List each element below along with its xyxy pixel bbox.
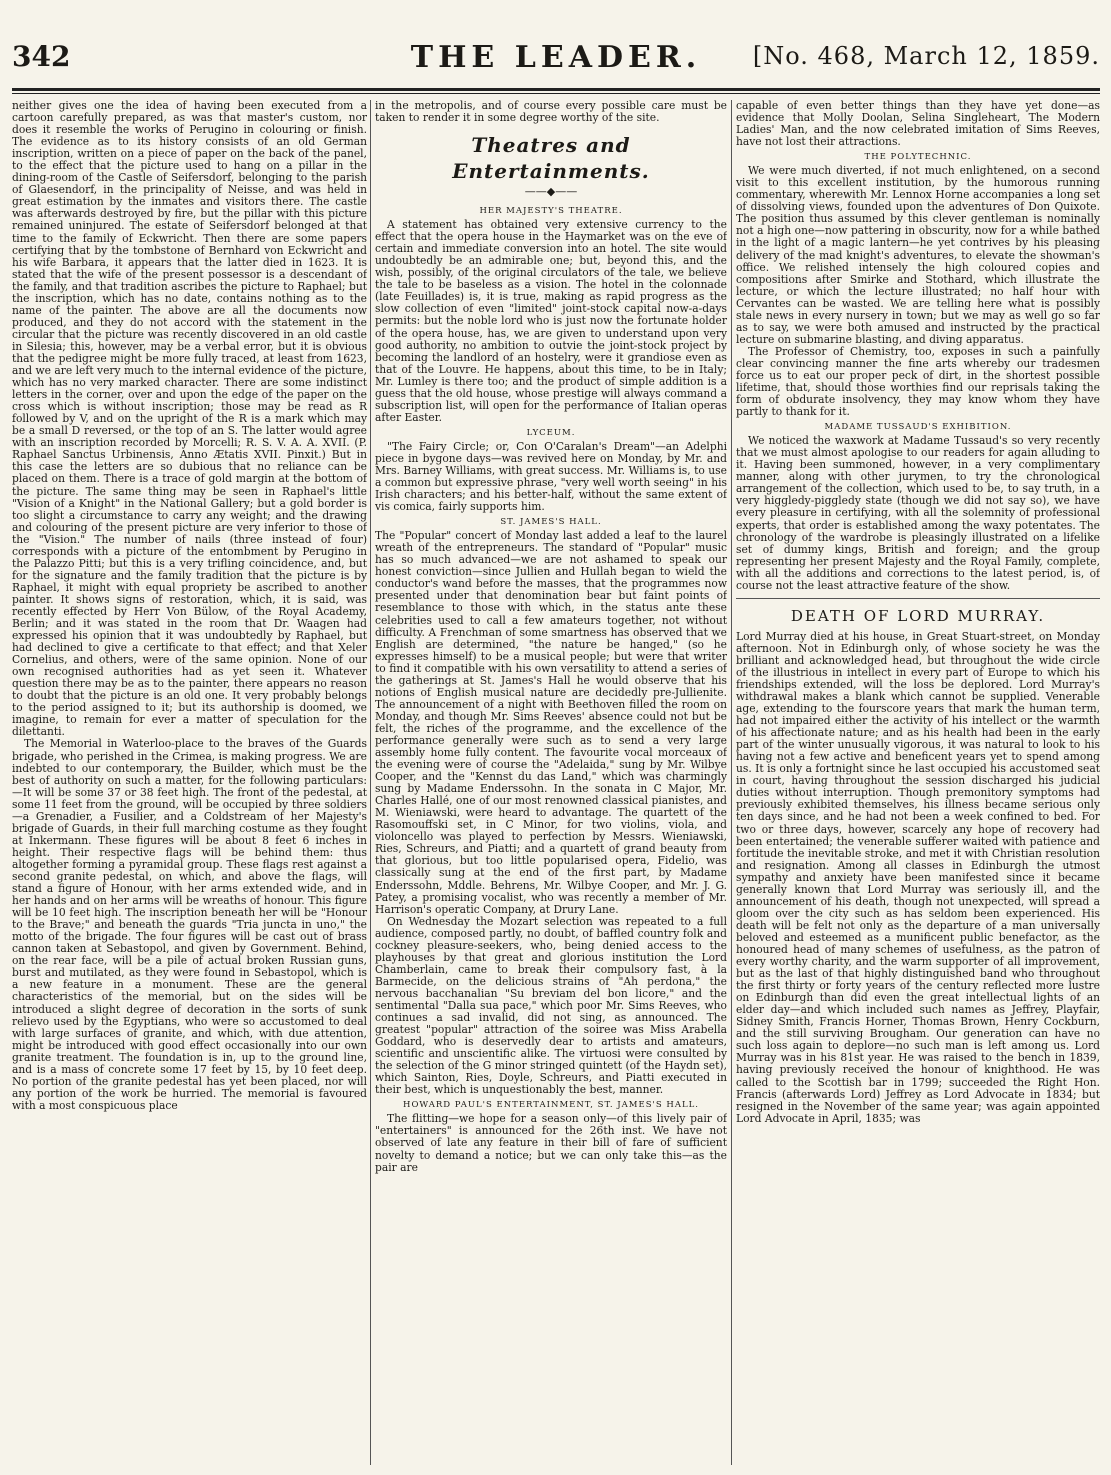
article-paragraph: We were much diverted, if not much enlightened, on a second visit to this excellent institution, by the humorous running commentary, wherewith Mr. Lennox Horne accompanies a long set of dissolving views, founded upon the adventures of Don Quixote. The position thus assumed by this clever gentleman is nominally not a high one—now pattering in obscurity, now for a while bathed in the light of a magic lantern—he yet contrives by his pleasing delivery of the mad knight's adventures, to elevate the showman's office. We relished intensely the high coloured copies and compositions after Smirke and Stothard, which illustrate the lecture, or which the lecture illustrated; no half hour with Cervantes can be wasted. We are telling here what is possibly stale news in every nursery in town; but we may as well go so far as to say, we were both amused and instructed by the practical lecture on submarine blasting, and diving apparatus.: [736, 164, 1100, 346]
article-paragraph: capable of even better things than they have yet done—as evidence that Molly Doolan, Selina Singleheart, The Modern Ladies' Man, and the now celebrated imitation of Sims Reeves, have not lost their attractions.: [736, 100, 1100, 149]
article-paragraph: On Wednesday the Mozart selection was repeated to a full audience, composed partly, no doubt, of baffled country folk and cockney pleasure-seekers, who, being denied access to the playhouses by that great and glorious institution the Lord Chamberlain, came to break their compulsory fast, à la Barmecide, on the delicious strains of "Ah perdona," the nervous bacchanalian "Su breviam del bon licore," and the sentimental "Dalla sua pace," which poor Mr. Sims Reeves, who continues a sad invalid, did not sing, as announced. The greatest "popular" attraction of the soiree was Miss Arabella Goddard, who is deservedly dear to artists and amateurs, scientific and unscientific alike. The virtuosi were consulted by the selection of the G minor stringed quintett (of the Haydn set), which Sainton, Ries, Doyle, Schreurs, and Piatti executed in their best, which is unquestionably the best, manner.: [375, 914, 727, 1097]
page-header: [12, 40, 1100, 86]
article-paragraph: The "Popular" concert of Monday last added a leaf to the laurel wreath of the entrepreneurs. The standard of "Popular" music has so much advanced—we are not ashamed to speak our honest conviction—since Jullien and Hullah began to wield the conductor's wand before the masses, that the programmes now presented under that denomination bear but faint points of resemblance to those with which, in the status ante these celebrities used to call a few amateurs together, not without difficulty. A Frenchman of some smartness has observed that we English are determined, "the nature be hanged," (so he expresses himself) to be a musical people; but were that writer to find it compatible with his own versatility to attend a series of the gatherings at St. James's Hall he would observe that his notions of English musical nature are decidedly pre-Jullienite. The announcement of a night with Beethoven filled the room on Monday, and though Mr. Sims Reeves' absence could not but be felt, the riches of the programme, and the excellence of the performance generally were such as to send a very large assembly home fully content. The favourite vocal morceaux of the evening were of course the "Adelaida," sung by Mr. Wilbye Cooper, and the "Kennst du das Land," which was charmingly sung by Madame Enderssohn. In the sonata in C Major, Mr. Charles Hallé, one of our most renowned classical pianistes, and M. Wieniawski, were heard to advantage. The quartett of the Rasomouffski set, in C Minor, for two violins, viola, and violoncello was played to perfection by Messrs. Wieniawski, Ries, Schreurs, and Piatti; and a quartett of grand beauty from that glorious, but too little popularised opera, Fidelio, was classically sung at the end of the first part, by Madame Enderssohn, Mddle. Behrens, Mr. Wilbye Cooper, and Mr. J. G. Patey, a promising vocalist, who was recently a member of Mr. Harrison's operatic Company, at Drury Lane.: [375, 529, 727, 916]
article-paragraph: neither gives one the idea of having been executed from a cartoon carefully prepared, as was that master's custom, nor does it resemble the works of Perugino in colouring or finish. The evidence as to its history consists of an old German inscription, written on a piece of paper on the back of the panel, to the effect that the picture used to hang on a pillar in the dining-room of the Castle of Seifersdorf, belonging to the parish of Glaesendorf, in the principality of Neisse, and was held in great estimation by the inmates and visitors there. The castle was afterwards destroyed by fire, but the pillar with this picture remained uninjured. The estate of Seifersdorf belonged at that time to the family of Eckwricht. Then there are some papers certifying that by the tombstone of Bernhard von Eckwricht and his wife Barbara, it appears that the latter died in 1623. It is stated that the wife of the present possessor is a descendant of the family, and that tradition ascribes the picture to Raphael; but the inscription, which has no date, contains nothing as to the name of the painter. The above are all the documents now produced, and they do not accord with the statement in the circular that the picture was recently discovered in an old castle in Silesia; this, however, may be a verbal error, but it is obvious that the pedigree might be more fully traced, at least from 1623, and we are left very much to the internal evidence of the picture, which has no very marked character. There are some indistinct letters in the corner, over and upon the edge of the paper on the cross which is without inscription; those may be read as R followed by V, and on the upright of the R is a mark which may be a small D reversed, or the top of an S. The latter would agree with an inscription recorded by Morcelli; R. S. V. A. A. XVII. (P. Raphael Sanctus Urbinensis, Anno Ætatis XVII. Pinxit.) But in this case the letters are so dubious that no reliance can be placed on them. There is a trace of gold margin at the bottom of the picture. The same thing may be seen in Raphael's little "Vision of a Knight" in the National Gallery; but a gold border is too slight a circumstance to carry any weight; and the drawing and colouring of the present picture are very inferior to those of the "Vision." The number of nails (three instead of four) corresponds with a picture of the entombment by Perugino in the Palazzo Pitti; but this is a very trifling coincidence, and, but for the signature and the family tradition that the picture is by Raphael, it might with equal propriety be ascribed to another painter. It shows signs of restoration, which, it is said, was recently effected by Herr Von Bülow, of the Royal Academy, Berlin; and it was stated in the room that Dr. Waagen had expressed his opinion that it was undoubtedly by Raphael, but had declined to give a certificate to that effect; and that Xeler Cornelius, and others, were of the same opinion. None of our own recognised authorities had as yet seen it. Whatever question there may be as to the painter, there appears no reason to doubt that the picture is an old one. It very probably belongs to the period assigned to it; but its authorship is doomed, we imagine, to remain for ever a matter of speculation for the dilettanti.: [12, 100, 367, 739]
header-rule-thin: [12, 93, 1100, 94]
column-1: [12, 100, 367, 1465]
article-paragraph: The Memorial in Waterloo-place to the braves of the Guards brigade, who perished in the Crimea, is making progress. We are indebted to our contemporary, the Builder, which must be the best of authority on such a matter, for the following particulars:—It will be some 37 or 38 feet high. The front of the pedestal, at some 11 feet from the ground, will be occupied by three soldiers—a Grenadier, a Fusilier, and a Coldstream of her Majesty's brigade of Guards, in their full marching costume as they fought at Inkermann. These figures will be about 8 feet 6 inches in height. Their respective flags will be behind them: thus altogether forming a pyramidal group. These flags rest against a second granite pedestal, on which, and above the flags, will stand a figure of Honour, with her arms extended wide, and in her hands and on her arms will be wreaths of honour. This figure will be 10 feet high. The inscription beneath her will be "Honour to the Brave;" and beneath the guards "Tria juncta in uno," the motto of the brigade. The four figures will be cast out of brass cannon taken at Sebastopol, and given by Government. Behind, on the rear face, will be a pile of actual broken Russian guns, burst and mutilated, as they were found in Sebastopol, which is a new feature in a monument. These are the general characteristics of the memorial, but on the sides will be introduced a slight degree of decoration in the sorts of sunk relievo used by the Egyptians, who were so accustomed to deal with large surfaces of granite, and which, with due attention, might be introduced with good effect occasionally into our own granite treatment. The foundation is in, up to the ground line, and is a mass of concrete some 17 feet by 15, by 10 feet deep. No portion of the granite pedestal has yet been placed, nor will any portion of the work be hurried. The memorial is favoured with a most conspicuous place: [12, 737, 367, 1112]
header-rule-thick: [12, 88, 1100, 91]
subheading: THE POLYTECHNIC.: [864, 152, 972, 163]
article-paragraph: in the metropolis, and of course every possible care must be taken to render it in some degree worthy of the site.: [375, 100, 727, 125]
page-number: 342: [12, 40, 71, 73]
article-paragraph: We noticed the waxwork at Madame Tussaud's so very recently that we must almost apologise to our readers for again alluding to it. Having been summoned, however, in a very complimentary manner, along with other jurymen, to try the chronological arrangement of the collection, which used to be, to say truth, in a very higgledy-piggledy state (though we did not say so), we have every pleasure in certifying, with all the solemnity of professional experts, that order is established among the waxy potentates. The chronology of the wardrobe is pleasingly illustrated on a lifelike set of dummy kings, British and foreign; and the group representing her present Majesty and the Royal Family, complete, with all the additions and corrections to the latest period, is, of course not the least attractive feature of the show.: [736, 434, 1100, 592]
section-ornament: ——◆——: [524, 185, 578, 199]
section-title: Theatres and Entertainments.: [452, 133, 650, 184]
article-paragraph: A statement has obtained very extensive currency to the effect that the opera house in the Haymarket was on the eve of certain and immediate conversion into an hotel. The site would undoubtedly be an admirable one; but, beyond this, and the wish, possibly, of the original circulators of the tale, we believe the tale to be baseless as a vision. The hotel in the colonnade (late Feuillades) is, it is true, making as rapid progress as the slow collection of even "limited" joint-stock capital now-a-days permits: but the noble lord who is just now the fortunate holder of the opera house, has, we are given to understand upon very good authority, no ambition to outvie the joint-stock project by becoming the landlord of an hostelry, were it grandiose even as that of the Louvre. He happens, about this time, to be in Italy; Mr. Lumley is there too; and the product of simple addition is a guess that the old house, whose prestige will always command a subscription list, will open for the performance of Italian operas after Easter.: [375, 218, 727, 424]
article-paragraph: The Professor of Chemistry, too, exposes in such a painfully clear convincing manner the fine arts whereby our tradesmen force us to eat our proper peck of dirt, in the shortest possible lifetime, that, should those worthies find our reprisals taking the form of obdurate insolvency, they may know whom they have partly to thank for it.: [736, 344, 1100, 419]
subheading: HOWARD PAUL'S ENTERTAINMENT, ST. JAMES'S HALL.: [403, 1100, 699, 1111]
column-divider: [370, 100, 371, 1465]
issue-line: [No. 468, March 12, 1859.: [752, 42, 1100, 70]
article-title: DEATH OF LORD MURRAY.: [736, 598, 1100, 627]
column-divider: [731, 100, 732, 1465]
subheading: HER MAJESTY'S THEATRE.: [479, 206, 623, 217]
subheading: LYCEUM.: [526, 427, 576, 438]
article-paragraph: "The Fairy Circle; or, Con O'Caralan's Dream"—an Adelphi piece in bygone days—was revived here on Monday, by Mr. and Mrs. Barney Williams, with great success. Mr. Williams is, to use a common but expressive phrase, "very well worth seeing" in his Irish characters; and his better-half, without the same extent of vis comica, fairly supports him.: [375, 439, 727, 514]
subheading: ST. JAMES'S HALL.: [500, 517, 602, 528]
column-3: [736, 100, 1100, 1465]
column-2: [375, 100, 727, 1465]
article-paragraph: Lord Murray died at his house, in Great Stuart-street, on Monday afternoon. Not in Edinburgh only, of whose society he was the brilliant and acknowledged head, but throughout the wide circle of the illustrious in intellect in every part of Europe to which his friendships extended, will the loss be deplored. Lord Murray's withdrawal makes a blank which cannot be supplied. Venerable age, extending to the fourscore years that mark the human term, had not impaired either the activity of his intellect or the warmth of his affectionate nature; and as his health had been in the early part of the winter unusually vigorous, it was natural to look to his having not a few active and beneficent years yet to spend among us. It is only a fortnight since he last occupied his accustomed seat in court, having throughout the session discharged his judicial duties without interruption. Though premonitory symptoms had previously exhibited themselves, his illness became serious only ten days since, and he had not been a week confined to bed. For two or three days, however, scarcely any hope of recovery had been entertained; the venerable sufferer waited with patience and fortitude the inevitable stroke, and met it with Christian resolution and resignation. Among all classes in Edinburgh the utmost sympathy and anxiety have been manifested since it became generally known that Lord Murray was seriously ill, and the announcement of his death, though not unexpected, will spread a gloom over the city such as has seldom been experienced. His death will be felt not only as the departure of a man universally beloved and esteemed as a munificent public benefactor, as the honoured head of many schemes of usefulness, as the patron of every worthy charity, and the warm supporter of all improvement, but as the last of that highly distinguished band who throughout the first thirty or forty years of the century reflected more lustre on Edinburgh than did even the great intellectual lights of an elder day—and which included such names as Jeffrey, Playfair, Sidney Smith, Francis Horner, Thomas Brown, Henry Cockburn, and the still surviving Brougham. Our generation can have no such loss again to deplore—no such man is left among us. Lord Murray was in his 81st year. He was raised to the bench in 1839, having previously received the honour of knighthood. He was called to the Scottish bar in 1799; succeeded the Right Hon. Francis (afterwards Lord) Jeffrey as Lord Advocate in 1834; but resigned in the November of the same year; was again appointed Lord Advocate in April, 1835; was: [736, 629, 1100, 1125]
subheading: MADAME TUSSAUD'S EXHIBITION.: [824, 422, 1012, 433]
masthead: THE LEADER.: [410, 40, 702, 75]
article-paragraph: The flitting—we hope for a season only—of this lively pair of "entertainers" is announced for the 26th inst. We have not observed of late any feature in their bill of fare of sufficient novelty to demand a notice; but we can only take this—as the pair are: [375, 1112, 727, 1174]
